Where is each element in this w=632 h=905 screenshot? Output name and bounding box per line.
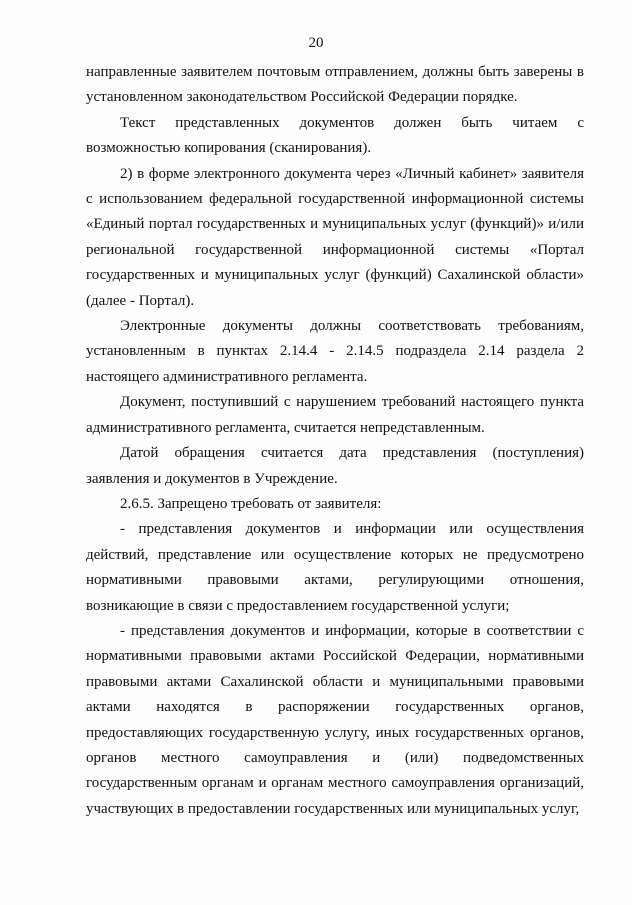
paragraph: 2) в форме электронного документа через «Личный кабинет» заявителя с использованием федеральной государственной информационной системы «Единый портал государственных и муниципальных услуг (функций)» и/или региональной государственной информационной системы «Портал государственных и муниципальных услуг (функций) Сахалинской области» (далее - Портал). (86, 165, 584, 309)
paragraph: - представления документов и информации, которые в соответствии с нормативными правовыми актами Российской Федерации, нормативными правовыми актами Сахалинской области и муниципальными правовыми актами находятся в распоряжении государственных органов, предоставляющих государственную услугу, иных государственных органов, органов местного самоуправления и (или) подведомственных государственным органам и органам местного самоуправления организаций, участвующих в предоставлении государственных или муниципальных услуг, (86, 622, 584, 817)
paragraph: Электронные документы должны соответствовать требованиям, установленным в пунктах 2.14.4 - 2.14.5 подраздела 2.14 раздела 2 настоящего административного регламента. (86, 318, 584, 385)
paragraph: Текст представленных документов должен быть читаем с возможностью копирования (сканирования). (86, 114, 584, 157)
paragraph: 2.6.5. Запрещено требовать от заявителя: (120, 495, 382, 512)
paragraph: Датой обращения считается дата представления (поступления) заявления и документов в Учреждение. (86, 445, 584, 487)
paragraph: Документ, поступивший с нарушением требований настоящего пункта административного регламента, считается непредставленным. (86, 394, 584, 436)
page-number: 20 (308, 35, 324, 51)
document-body (86, 60, 584, 822)
paragraph: направленные заявителем почтовым отправлением, должны быть заверены в установленном законодательством Российской Федерации порядке. (86, 64, 584, 106)
paragraph: - представления документов и информации или осуществления действий, представление или осуществление которых не предусмотрено нормативными правовыми актами, регулирующими отношения, возникающие в связи с предоставлением государственной услуги; (86, 521, 584, 614)
